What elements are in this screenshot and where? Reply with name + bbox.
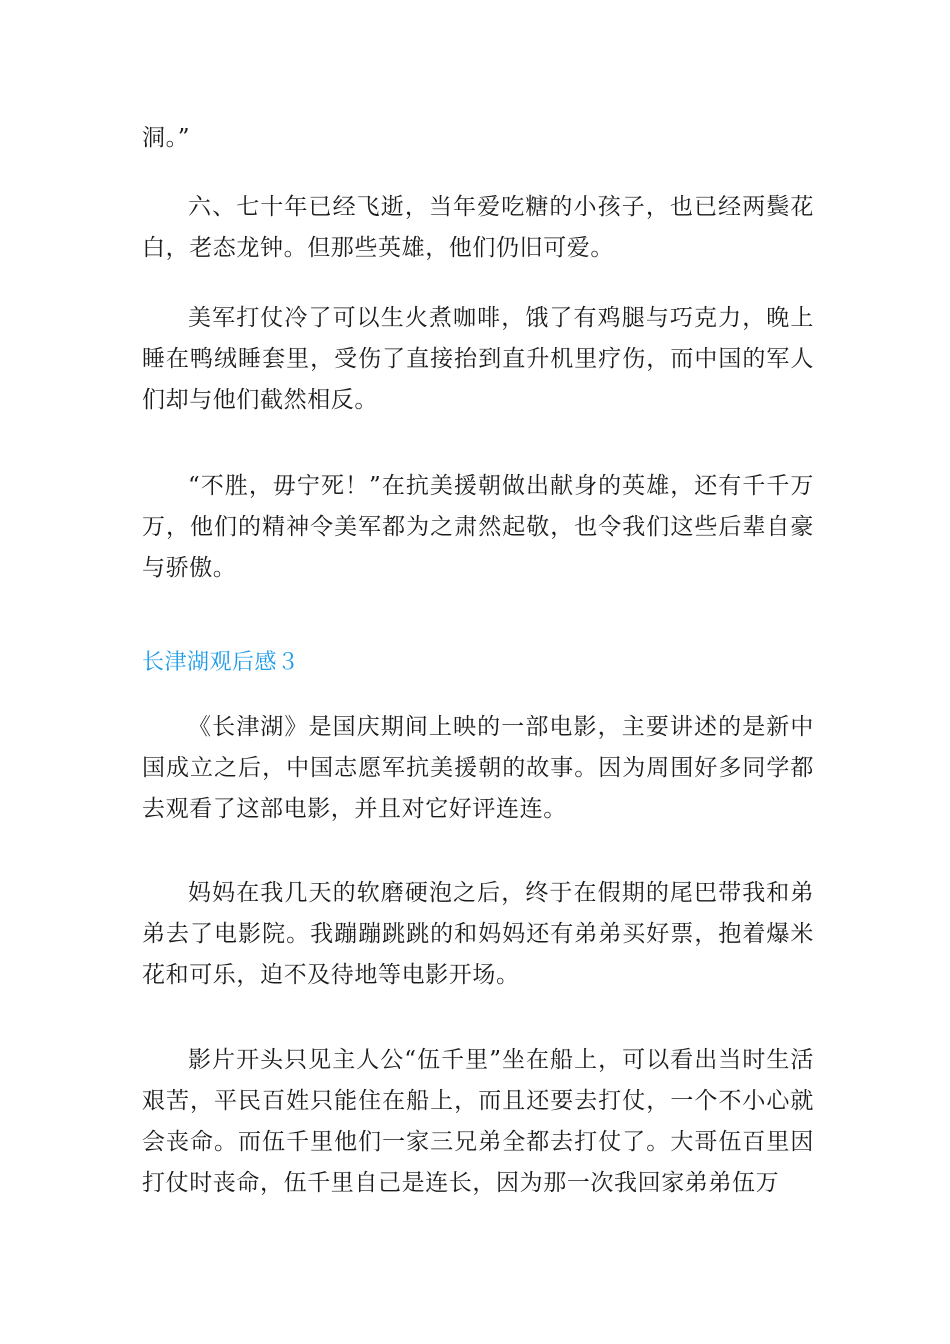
paragraph-movie-intro: 《长津湖》是国庆期间上映的一部电影，主要讲述的是新中国成立之后，中国志愿军抗美援朝的故事。因为周围好多同学都去观看了这部电影，并且对它好评连连。 [142,714,814,822]
section-heading: 长津湖观后感３ [142,650,300,675]
paragraph-cinema-visit: 妈妈在我几天的软磨硬泡之后，终于在假期的尾巴带我和弟弟去了电影院。我蹦蹦跳跳的和妈妈还有弟弟买好票，抱着爆米花和可乐，迫不及待地等电影开场。 [142,880,814,988]
paragraph-heroes-spirit: “不胜，毋宁死！”在抗美援朝做出献身的英雄，还有千千万万，他们的精神令美军都为之肃然起敬，也令我们这些后辈自豪与骄傲。 [142,473,814,581]
paragraph-heroes-aged: 六、七十年已经飞逝，当年爱吃糖的小孩子，也已经两鬓花白，老态龙钟。但那些英雄，他们仍旧可爱。 [142,194,814,261]
paragraph-continuation: 洞。” [142,125,191,151]
paragraph-movie-opening: 影片开头只见主人公“伍千里”坐在船上，可以看出当时生活艰苦，平民百姓只能住在船上，而且还要去打仗，一个不小心就会丧命。而伍千里他们一家三兄弟全都去打仗了。大哥伍百里因打仗时丧命，伍千里自己是连长，因为那一次我回家弟弟伍万 [142,1047,814,1196]
paragraph-us-army-comparison: 美军打仗冷了可以生火煮咖啡，饿了有鸡腿与巧克力，晚上睡在鸭绒睡套里，受伤了直接抬到直升机里疗伤，而中国的军人们却与他们截然相反。 [142,305,814,413]
